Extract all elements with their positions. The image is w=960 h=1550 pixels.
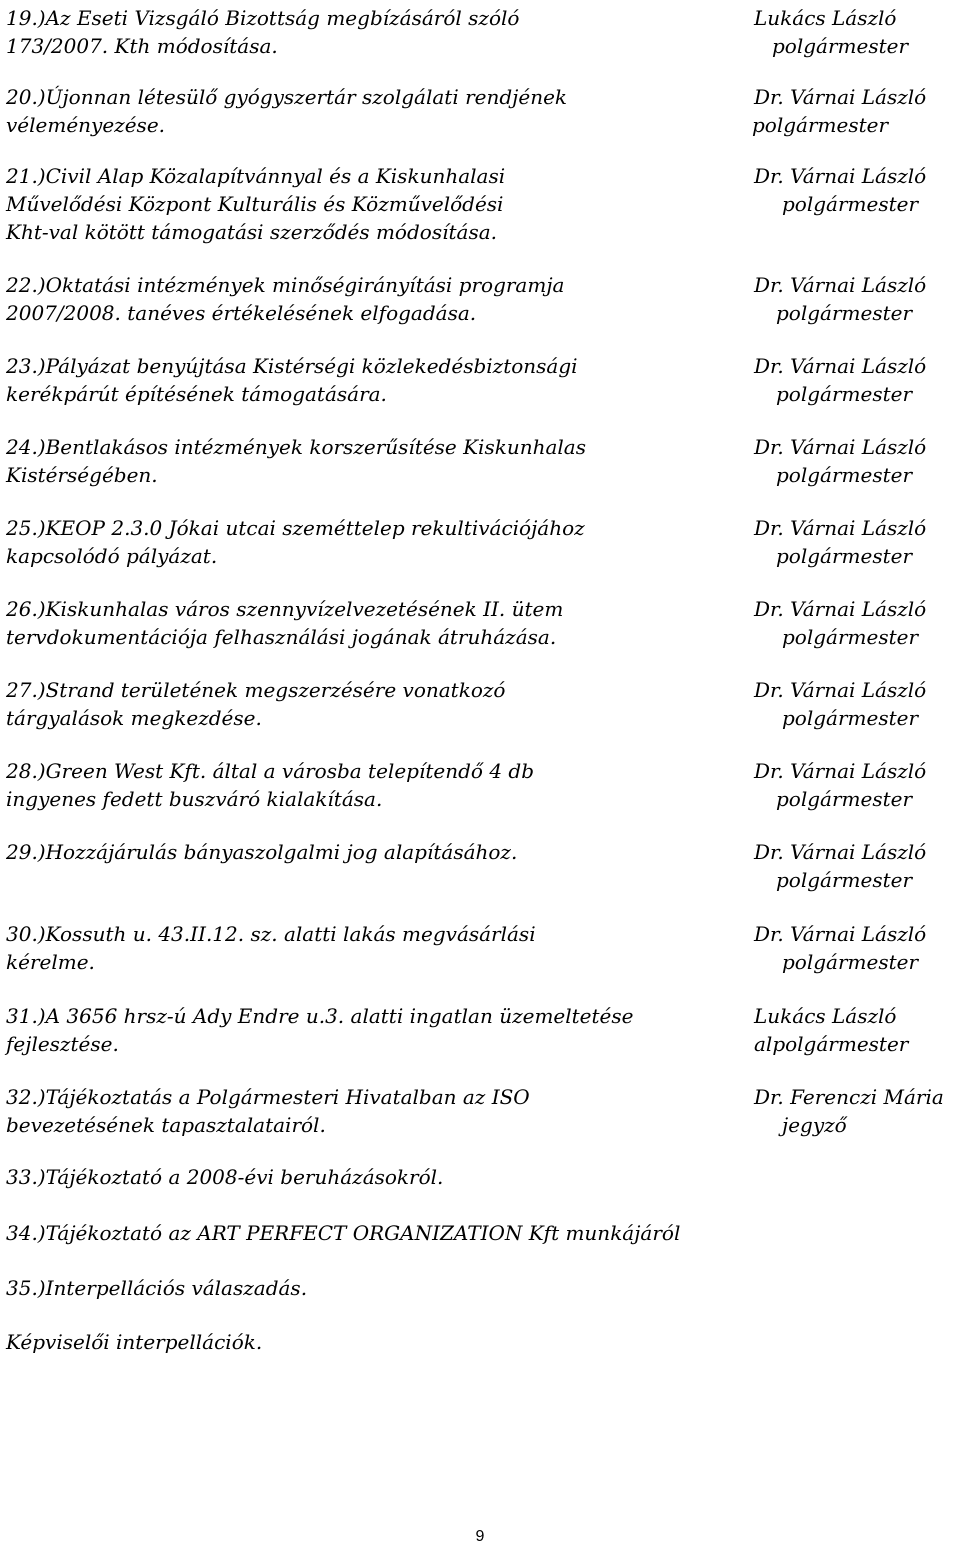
responsible-person: Dr. Ferenczi Mária <box>754 1085 944 1109</box>
responsible-role: polgármester <box>776 463 913 487</box>
responsible-role: polgármester <box>772 34 909 58</box>
responsible-person: Dr. Várnai László <box>754 273 927 297</box>
responsible-person: Dr. Várnai László <box>754 759 927 783</box>
agenda-item-title-line: 34.)Tájékoztató az ART PERFECT ORGANIZATION Kft munkájáról <box>6 1221 681 1245</box>
responsible-person: Dr. Várnai László <box>754 435 927 459</box>
agenda-item-title-line: 20.)Újonnan létesülő gyógyszertár szolgálati rendjének <box>6 85 568 109</box>
agenda-item-title-line: bevezetésének tapasztalatairól. <box>6 1113 326 1137</box>
agenda-item-title-line: 22.)Oktatási intézmények minőségirányítási programja <box>6 273 565 297</box>
agenda-item-title-line: 25.)KEOP 2.3.0 Jókai utcai szeméttelep rekultivációjához <box>6 516 585 540</box>
agenda-item-title-line: kapcsolódó pályázat. <box>6 544 218 568</box>
responsible-person: Lukács László <box>754 6 897 30</box>
agenda-item-title-line: 2007/2008. tanéves értékelésének elfogadása. <box>6 301 477 325</box>
responsible-role: alpolgármester <box>754 1032 909 1056</box>
responsible-role: polgármester <box>776 544 913 568</box>
agenda-item-title-line: 19.)Az Eseti Vizsgáló Bizottság megbízásáról szóló <box>6 6 520 30</box>
responsible-person: Lukács László <box>754 1004 897 1028</box>
responsible-person: Dr. Várnai László <box>754 678 927 702</box>
agenda-item-title-line: Művelődési Központ Kulturális és Közművelődési <box>6 192 504 216</box>
responsible-role: polgármester <box>782 950 919 974</box>
agenda-item-title-line: 27.)Strand területének megszerzésére vonatkozó <box>6 678 506 702</box>
agenda-item-title-line: kérelme. <box>6 950 95 974</box>
responsible-role: polgármester <box>776 787 913 811</box>
page-number: 9 <box>475 1528 485 1545</box>
responsible-person: Dr. Várnai László <box>754 597 927 621</box>
agenda-item-title-line: 26.)Kiskunhalas város szennyvízelvezetésének II. ütem <box>6 597 564 621</box>
agenda-item-title-line: 33.)Tájékoztató a 2008-évi beruházásokról. <box>6 1165 444 1189</box>
agenda-item-title-line: Kht-val kötött támogatási szerződés módosítása. <box>6 220 497 244</box>
responsible-person: Dr. Várnai László <box>754 164 927 188</box>
responsible-person: Dr. Várnai László <box>754 922 927 946</box>
responsible-role: polgármester <box>752 113 889 137</box>
agenda-item-title-line: 21.)Civil Alap Közalapítvánnyal és a Kiskunhalasi <box>6 164 506 188</box>
agenda-item-title-line: Képviselői interpellációk. <box>6 1330 263 1354</box>
agenda-item-title-line: ingyenes fedett buszváró kialakítása. <box>6 787 383 811</box>
responsible-person: Dr. Várnai László <box>754 516 927 540</box>
agenda-item-title-line: 24.)Bentlakásos intézmények korszerűsítése Kiskunhalas <box>6 435 586 459</box>
agenda-item-title-line: 173/2007. Kth módosítása. <box>6 34 278 58</box>
responsible-role: polgármester <box>776 301 913 325</box>
responsible-role: polgármester <box>776 382 913 406</box>
agenda-item-title-line: fejlesztése. <box>6 1032 119 1056</box>
responsible-person: Dr. Várnai László <box>754 840 927 864</box>
agenda-item-title-line: 29.)Hozzájárulás bányaszolgalmi jog alapításához. <box>6 840 518 864</box>
agenda-item-title-line: 23.)Pályázat benyújtása Kistérségi közlekedésbiztonsági <box>6 354 578 378</box>
responsible-role: polgármester <box>782 706 919 730</box>
responsible-role: polgármester <box>782 625 919 649</box>
responsible-person: Dr. Várnai László <box>754 354 927 378</box>
responsible-role: polgármester <box>782 192 919 216</box>
responsible-person: Dr. Várnai László <box>754 85 927 109</box>
agenda-item-title-line: Kistérségében. <box>6 463 158 487</box>
agenda-item-title-line: 31.)A 3656 hrsz-ú Ady Endre u.3. alatti ingatlan üzemeltetése <box>6 1004 634 1028</box>
agenda-item-title-line: 32.)Tájékoztatás a Polgármesteri Hivatalban az ISO <box>6 1085 530 1109</box>
agenda-item-title-line: 30.)Kossuth u. 43.II.12. sz. alatti lakás megvásárlási <box>6 922 536 946</box>
responsible-role: jegyző <box>782 1113 847 1137</box>
agenda-item-title-line: 28.)Green West Kft. által a városba telepítendő 4 db <box>6 759 535 783</box>
agenda-item-title-line: tárgyalások megkezdése. <box>6 706 262 730</box>
agenda-item-title-line: 35.)Interpellációs válaszadás. <box>6 1276 308 1300</box>
responsible-role: polgármester <box>776 868 913 892</box>
agenda-item-title-line: véleményezése. <box>6 113 166 137</box>
agenda-item-title-line: tervdokumentációja felhasználási jogának átruházása. <box>6 625 557 649</box>
agenda-item-title-line: kerékpárút építésének támogatására. <box>6 382 387 406</box>
